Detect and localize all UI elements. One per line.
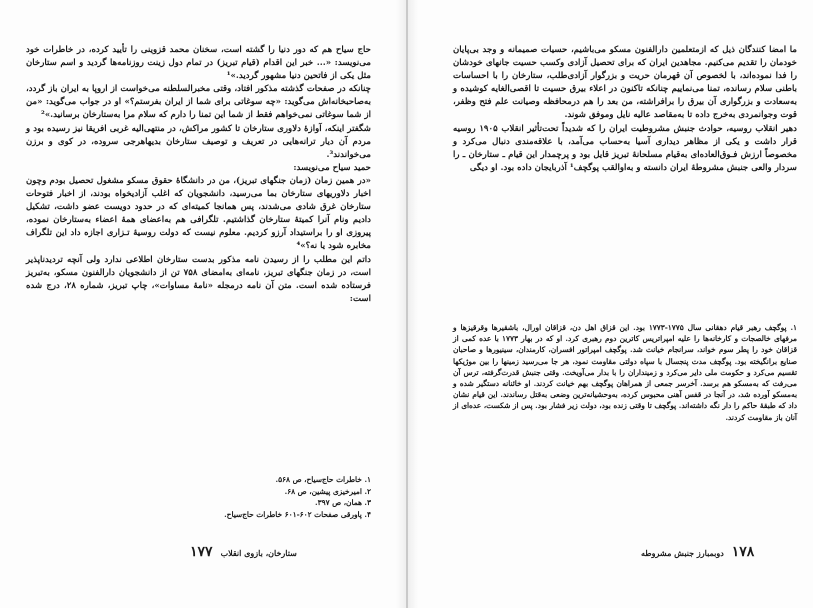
left-page-footer: [190, 544, 297, 560]
left-page: [0, 0, 405, 608]
left-paragraph-2: چنانکه در صفحات گذشته مذکور افتاد، وقتی مخبرالسلطنه می‌خواست از اروپا به ایران باز گردد، به‌صاحبخانه‌اش می‌گوید: «چه سوغاتی برای شما از ایران بفرستم؟» او در جواب می‌گوید: «من از شما سوغاتی نمی‌خواهم فقط از شما این تمنا را دارم که سلام مرا به‌ستارخان برسانید.»²: [26, 84, 371, 121]
left-paragraph-3: شگفتر اینکه، آوازهٔ دلاوری ستارخان تا کشور مراکش، در منتهی‌الیه غربی افریقا نیز رسیده بود و مردم آن دیار ترانه‌هایی در تعریف و توصیف ستارخان بدیها‌هرجی سروده، در کوی و برزن می‌خواندند³.: [26, 123, 371, 160]
left-page-number: ۱۷۷: [190, 544, 213, 560]
right-paragraph-letter: ما امضا کنندگان ذیل که ازمتعلمین دارالفنون مسکو می‌باشیم، حسیات صمیمانه و وجد بی‌پایان خودمان را تقدیم می‌کنیم. مجاهدین ایران که برای تحصیل آزادی وکسب حسیت جانهای خودشان را فدا نموده‌اند، با لخصوص آن قهرمان حریت و بزرگوار آزادی‌طلب، ستارخان را با احساسات باطنی سلام رسانده، تمنا می‌نماییم چنانکه تاکنون در اعلاء بیرق حسیت تا اقصی‌الغایه کوشیده و به‌سعادت و بزرگواری آن بیرق را برافراشته، من بعد را هم درمحافظه وصیانت علم فتح وظفر، قوت وجوانمردی به‌خرج داده تا به‌مقاصد عالیه نایل وموفق شوند.: [453, 45, 797, 121]
book-gutter: [406, 0, 408, 608]
right-page-footer: [641, 544, 754, 560]
left-footnote-2: ۲. امیرخیزی پیشین، ص ۶۸.: [284, 486, 371, 496]
left-paragraph-4: حمید سیاح می‌نویسد:: [293, 162, 371, 173]
right-page: [409, 0, 813, 608]
right-page-number: ۱۷۸: [731, 544, 755, 560]
right-paragraph-2: دهیر انقلاب روسیه، حوادث جنبش مشروطیت ایران را که شدیداً تحت‌تأثیر انقلاب ۱۹۰۵ روسیه قرار داشت و یکی از مظاهر دیداری آسیا به‌حساب می‌آمد، با علاقه‌مندی دنبال می‌کرد و مخصوصاً ارزش فـوق‌العاده‌ای به‌قیام مسلحانهٔ تبریز قایل بود و پرچمدار این قیام ـ ستارخان ـ را سردار والعی جنبش مشروطهٔ ایران دانسته و به‌اوالقب پوگچف¹ آذربایجان داده بود. او دیگی: [453, 123, 797, 173]
left-footnote-1: ۱. خاطرات حاج‌سیاح، ص ۵۶۸.: [275, 475, 371, 484]
right-body-text: [453, 44, 797, 175]
left-footnotes: [26, 474, 371, 520]
left-paragraph-quote: «در همین زمان (زمان جنگهای تبریز)، من در دانشگاهٔ حقوق مسکو مشغول تحصیل بودم وچون اخبار دلاوریهای ستارخان بما می‌رسید، دانشجویان که اغلب آزادیخواه بودند، از اخبار فتوحات ستارخان غرق شادی می‌شدند، پس همانجا کمیته‌ای که در حدود دویست عضو داشت، تشکیل دادیم ونام آنرا کمیتهٔ ستارخان گذاشتیم. تلگرافی هم به‌اعضای همهٔ اعضاء به‌ستارخان نموده، پیروزی او را براستیداد آرزو کردیم. معلوم نیست که دولت روسیهٔ تـزاری اجازه داد این تلگراف مخابره شود یا نه؟»⁴: [26, 175, 371, 252]
right-running-title: دوبمبارز جنبش مشروطه: [641, 548, 724, 558]
right-footnote-1: ۱. پوگچف رهبر قیام دهقانی سال ۱۷۷۵-۱۷۷۳ بود. این قزاق اهل دن، قزاقان اورال، باشقیرها وقرقیزها و مرفهای خالصجات و کارخانه‌ها را علیه امپراتریس کاترین دوم رهبری کرد. او که در بهار ۱۷۷۳ با عده کمی از قزاقان خود را پطر سوم خواند، سرانجام خیانت شد. پوگچف امپراتور افسران، کارمندان، سینیورها و صاحبان صنایع برانگیخته بود. پوگچف مدت پنجسال با سپاه دولتی مقاومت نمود، هر جا می‌رسید زمینها را بین موژیکها تقسیم می‌کرد و حکومت ملی دایر می‌کرد و زمینداران را با بدار می‌آویخت. وقتی جنبش قدرت‌گرفته، ترس آن می‌رفت که به‌مسکو هم برسد. آخرسر جمعی از همراهان پوگچف بهم خیانت کردند. او خائنانه دستگیر شده و به‌مسکو آورده شد، در آنجا در قفس آهنی محبوس کرده، به‌وحشیانه‌ترین وضعی به‌قتل رساندند. این قیام نشان داد که طبقهٔ حاکم را دار نگه‌ داشته‌اند. پوگچف تا وقتی زنده بود، دولت زیر فشار بود. پس از شکست، عده‌ای از آنان باز مقاومت کردند.: [453, 323, 797, 422]
left-body-text: [26, 44, 371, 306]
left-footnote-3: ۳. همان، ص ۳۹۷.: [315, 498, 371, 507]
right-footnote-block: [453, 322, 797, 423]
left-paragraph-1: حاج سیاح هم که دور دنیا را گشته است، سخنان محمد قزوینی را تأیید کرده، در خاطرات خود می‌نویسد: «... خبر این اقدام (قیام تبریز) در تمام دول زینت روزنامه‌ها گردید و اسم ستارخان مثل یکی از فاتحین دنیا مشهور گردید.»¹: [26, 45, 371, 82]
left-footnote-4: ۴. پاورقی صفحات ۶۰۲-۶۰۱ خاطرات حاج‌سیاح.: [224, 509, 371, 519]
left-running-title: ستارخان، بازوی انقلاب: [220, 548, 297, 558]
left-paragraph-6: داتم این مطلب را از رسیدن نامه مذکور بدست ستارخان اطلاعی ندارد ولی آنچه تردیدناپذیر است، در زمان جنگهای تبریز، نامه‌ای به‌امضای ۷۵۸ تن از دانشجویان دارالفنون مسکو، به‌تبریز فرستاده شده است. متن آن نامه درمجله «نامهٔ مساوات»، چاپ تبریز، شماره ۲۸، درج شده است:: [26, 254, 372, 304]
